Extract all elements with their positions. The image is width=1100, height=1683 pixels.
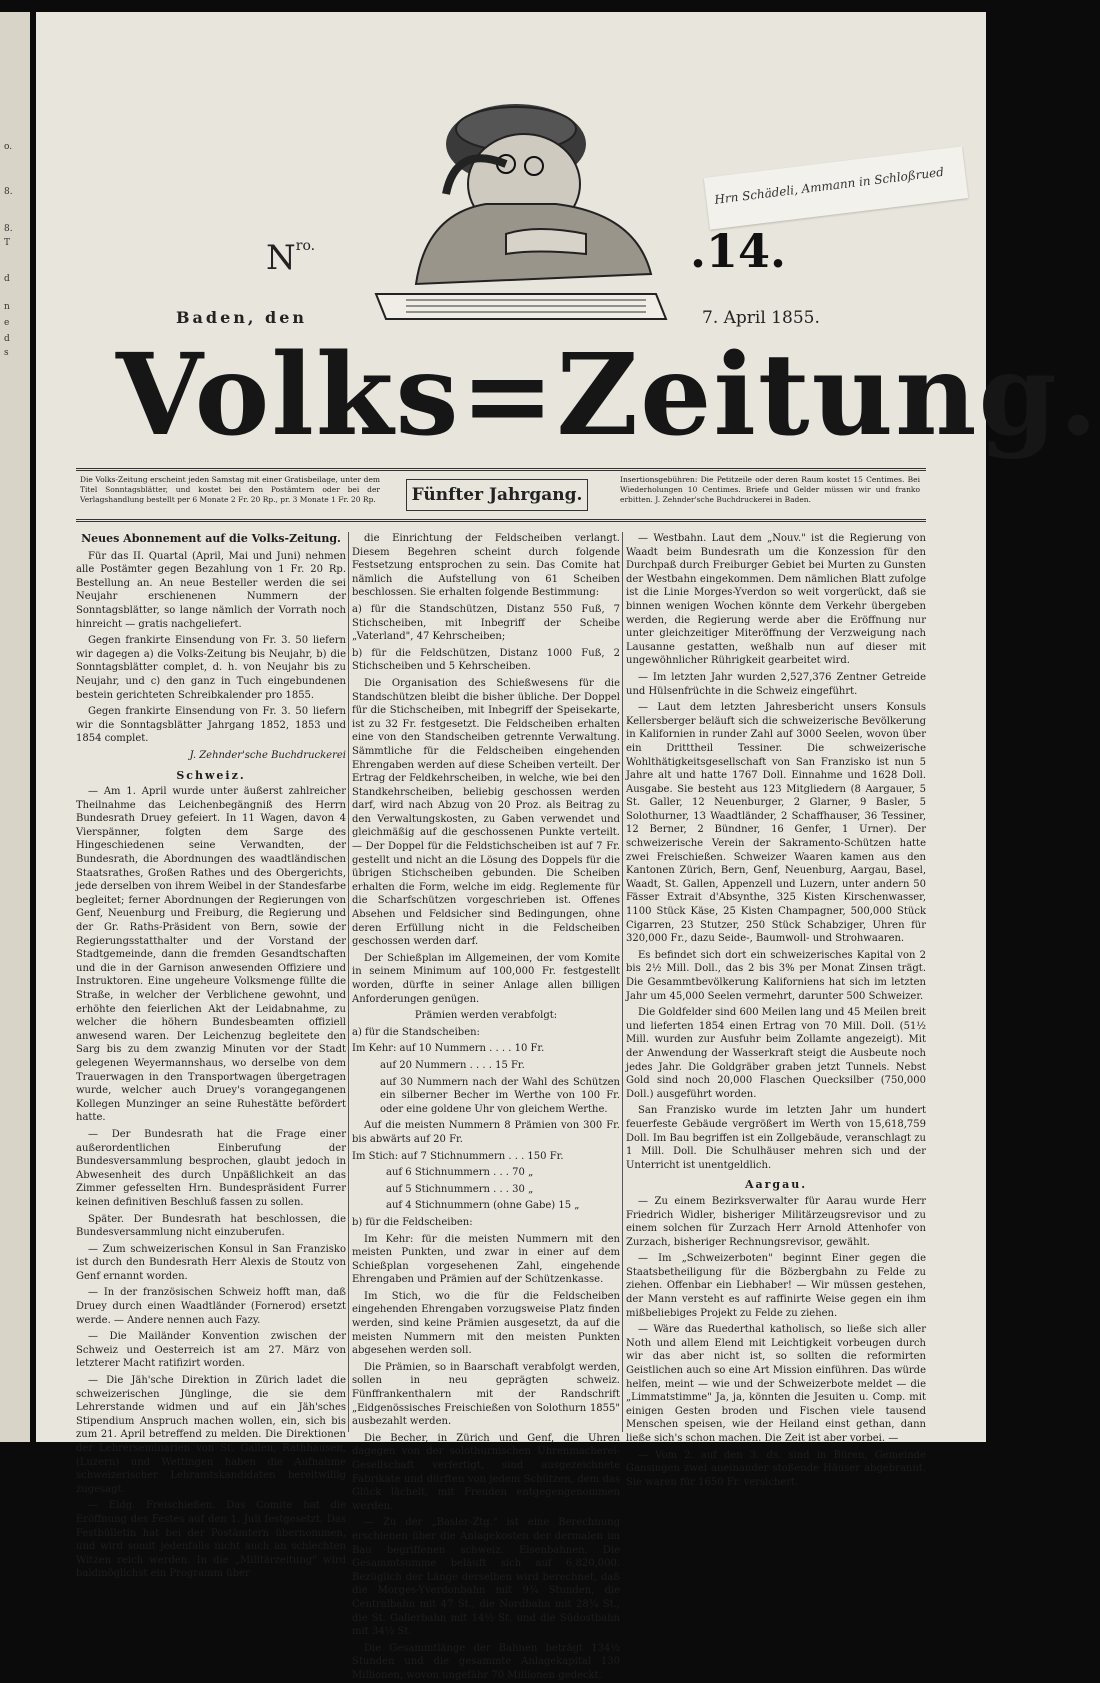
section-heading: Aargau.	[744, 1178, 808, 1192]
insertion-info: Insertionsgebühren: Die Petitzeile oder deren Raum kostet 15 Centimes. Bei Wiederholungen 10 Centimes. Briefe und Gelder müssen wir und franko erbitten. J. Zehnder'sche Buchdruckerei in Baden.	[620, 475, 920, 504]
paragraph: Die Prämien, so in Baarschaft verabfolgt werden, sollen in neu geprägten schweiz. Fünffrankenthalern mit der Randschrift „Eidgenössisches Freischießen von Solothurn 1855" ausbezahlt werden.	[352, 1361, 620, 1428]
paragraph: — In der französischen Schweiz hofft man, daß Druey durch einen Waadtländer (Fornerod) ersetzt werde. — Andere nennen auch Fazy.	[76, 1287, 346, 1326]
info-bar	[76, 468, 926, 522]
paragraph: Im Kehr: für die meisten Nummern mit den meisten Punkten, und zwar in einer auf dem Schießplan vorgesehenen Zahl, eingehende Ehrengaben und Prämien auf der Schützenkasse.	[352, 1233, 620, 1286]
handwritten-note: Hrn Schädeli, Ammann in Schloßrued	[713, 164, 945, 207]
column-1	[76, 532, 346, 1580]
paragraph: — Westbahn. Laut dem „Nouv." ist die Regierung von Waadt beim Bundesrath um die Konzession für den Durchpaß durch Freiburger Gebiet bei Murten zu Gunsten der Westbahn eingekommen. Dem nämlichen Blatt zufolge ist die Linie Morges-Yverdon so weit vorgerückt, daß sie binnen wenigen Wochen könnte dem Verkehr übergeben werden, die Regierung werde aber die Eröffnung nur unter gleichzeitiger Miteröffnung der Verzweigung nach Lausanne gestatten, weßhalb nun auf dieser mit ungewöhnlicher Rührigkeit gearbeitet wird.	[626, 533, 926, 667]
column-3	[626, 532, 926, 1488]
gutter-mark: o.	[4, 142, 13, 152]
gutter-mark: s	[4, 348, 9, 358]
subscription-heading: Neues Abonnement auf die Volks-Zeitung.	[81, 532, 341, 545]
paragraph: Für das II. Quartal (April, Mai und Juni) nehmen alle Postämter gegen Bezahlung von 1 Fr. 20 Rp. Bestellung an. An neue Besteller werden die sei Neujahr erschienenen Nummern der Sonntagsblätter, so lange nämlich der Vorrath noch hinreicht — gratis nachgeliefert.	[76, 550, 346, 630]
reader-illustration	[356, 84, 676, 324]
publisher-signature: J. Zehnder'sche Buchdruckerei	[189, 749, 346, 761]
place-line: Baden, den	[176, 308, 308, 327]
paragraph: — Laut dem letzten Jahresbericht unsers Konsuls Kellersberger beläuft sich die schweizerische Bevölkerung in Kalifornien in runder Zahl auf 3000 Seelen, wovon über ein Dritttheil Tessiner. Die schweizerische Wohlthätigkeitsgesellschaft von San Franzisko ist nun 5 Jahre alt und hatte 1767 Doll. Einnahme und 1628 Doll. Ausgabe. Sie besteht aus 123 Mitgliedern (8 Aargauer, 5 St. Galler, 12 Neuenburger, 2 Glarner, 9 Basler, 5 Solothurner, 13 Waadtländer, 2 Schaffhauser, 36 Tessiner, 12 Berner, 2 Bündner, 16 Genfer, 1 Urner). Der schweizerische Verein der Sakramento-Schützen hatte zwei Freischießen. Schweizer Waaren kamen aus den Kantonen Zürich, Bern, Genf, Neuenburg, Aargau, Basel, Waadt, St. Gallen, Appenzell und Luzern, unter andern 50 Fässer Extrait d'Absynthe, 325 Kisten Kirschenwasser, 1100 Stück Käse, 25 Kisten Champagner, 500,000 Stück Cigarren, 23 Stutzer, 250 Stück Schabziger, Uhren für 320,000 Fr., dazu Seide-, Baumwoll- und Strohwaaren.	[626, 702, 926, 945]
gutter-mark: d	[4, 274, 10, 284]
paragraph: — Zu der „Basler-Ztg." ist eine Berechnung erschienen über die Anlagekosten der dermalen im Bau begriffenen schweiz. Eisenbahnen. Die Gesammtsumme beläuft sich auf 6,820,000. Bezüglich der Länge derselben wird berechnet, daß die Morges-Yverdonbahn mit 9¾ Stunden, die Centralbahn mit 47 St., die Nordbahn mit 28¾ St., die St. Gallerbahn mit 14½ St. und die Südostbahn mit 34½ St.	[352, 1517, 620, 1638]
column-rule	[348, 532, 349, 1432]
prize-line: auf 30 Nummern nach der Wahl des Schützen ein silberner Becher im Werthe von 100 Fr. oder eine goldene Uhr von gleichem Werthe.	[380, 1076, 620, 1115]
list-item: a) für die Standschützen, Distanz 550 Fuß, 7 Stichscheiben, mit Inbegriff der Scheibe „Vaterland", 47 Kehrscheiben;	[352, 603, 620, 643]
paragraph: Im Stich, wo die für die Feldscheiben eingehenden Ehrengaben vorzugsweise Platz finden werden, sind keine Prämien ausgesetzt, da auf die meisten Nummern mit den meisten Punkten abgesehen werden soll.	[352, 1290, 620, 1357]
prize-line: auf 5 Stichnummern . . . 30 „	[386, 1183, 534, 1195]
column-rule	[622, 532, 623, 1432]
left-gutter	[0, 12, 30, 1442]
paragraph: — Zum schweizerischen Konsul in San Franzisko ist durch den Bundesrath Herr Alexis de Stoutz von Genf ernannt worden.	[76, 1243, 346, 1282]
gutter-mark: T	[4, 238, 11, 248]
issue-number: .14.	[690, 224, 787, 278]
prize-line: Im Kehr: auf 10 Nummern . . . . 10 Fr.	[352, 1043, 545, 1055]
subheading: Prämien werden verabfolgt:	[414, 1010, 558, 1022]
paragraph: die Einrichtung der Feldscheiben verlangt. Diesem Begehren scheint durch folgende Festsetzung entsprochen zu sein. Das Comite hat nämlich die Aufstellung von 61 Scheiben beschlossen. Sie erhalten folgende Bestimmung:	[352, 533, 620, 599]
gutter-mark: 8.	[4, 187, 13, 197]
prize-line: auf 4 Stichnummern (ohne Gabe) 15 „	[386, 1200, 580, 1212]
paragraph: Die Organisation des Schießwesens für die Standschützen bleibt die bisher übliche. Der Doppel für die Stichscheiben, mit Inbegriff der Speisekarte, ist zu 32 Fr. festgesetzt. Die Feldscheiben erhalten eine von den Standscheiben getrennte Verwaltung. Sämmtliche für die Feldscheiben eingehenden Ehrengaben werden auf diese Scheiben verteilt. Der Ertrag der Feldkehrscheiben, in welche, wie bei den Standkehrscheiben, beliebig geschossen werden darf, wird nach Abzug von 20 Proz. als Beitrag zu den Verwaltungskosten, zu Gaben verwendet und gleichmäßig auf die geschossenen Punkte verteilt. — Der Doppel für die Feldstichscheiben ist auf 7 Fr. gestellt und nicht an die Lösung des Doppels für die übrigen Stichscheiben gebunden. Die Scheiben erhalten die Form, welche im eidg. Reglemente für die Scharfschützen vorgeschrieben ist. Offenes Absehen und Feldsicher sind Bedingungen, ohne deren Erfüllung nicht in die Feldscheiben geschossen werden darf.	[352, 677, 620, 948]
paragraph: — Am 1. April wurde unter äußerst zahlreicher Theilnahme das Leichenbegängniß des Herrn Bundesrath Druey gefeiert. In 11 Wagen, davon 4 Vierspänner, folgten dem Sarge des Hingeschiedenen seine Verwandten, der Bundesrath, die Abordnungen des waadtländischen Staatsrathes, Großen Rathes und des Obergerichts, jede derselben von ihrem Weibel in der Standesfarbe begleitet; ferner Abordnungen der Regierungen von Genf, Neuenburg und Freiburg, die Regierung und der Gr. Raths-Präsident von Bern, sowie der Regierungsstatthalter und der Vorstand der Stadtgemeinde, dann die fremden Gesandtschaften und die in der Garnison anwesenden Offiziere und Instruktoren. Eine ungeheure Volksmenge füllte die Straße, in welcher der Verblichene gewohnt, und erhöhte den feierlichen Akt der Leidabnahme, zu welcher die höhern Bundesbeamten offiziell anwesend waren. Der Leichenzug begleitete den Sarg bis zu dem zwanzig Minuten vor der Stadt gelegenen Weyermannshaus, wo derselbe von dem Trauerwagen in den Transportwagen übergetragen wurde, welcher auch Druey's vorangegangenen Kollegen Munzinger an seine Ruhestätte befördert hatte.	[76, 786, 346, 1124]
gutter-mark: e	[4, 318, 10, 328]
column-2	[352, 532, 620, 1681]
address-label	[704, 146, 968, 229]
number-label: $N^{ro.}$	[266, 238, 316, 278]
prize-line: auf 6 Stichnummern . . . 70 „	[386, 1167, 534, 1179]
paragraph: — Vom 2. auf den 3. ds. sind in Büren, Gemeinde Gansingen zwei aneinander stoßende Häuser abgebrannt. Sie waren für 1650 Fr. versichert.	[626, 1449, 926, 1488]
paragraph: — Wäre das Ruederthal katholisch, so ließe sich aller Noth und allem Elend mit Leichtigkeit vorbeugen durch wir das aber nicht ist, so sollten die reformirten Geistlichen auch so eine Art Mission einführen. Das würde helfen, meint — wie und der Schweizerbote meldet — die „Limmatstimme" Ja, ja, könnten die Jesuiten u. Comp. mit einigen Gesten broden und Fischen viele tausend Menschen speisen, wie der Heiland einst gethan, dann ließe sich's schon machen. Die Zeit ist aber vorbei. —	[626, 1324, 926, 1444]
paragraph: — Im „Schweizerboten" beginnt Einer gegen die Staatsbetheiligung für die Bözbergbahn zu Felde zu ziehen. Offenbar ein Liebhaber! — Wir müssen gestehen, der Mann versteht es auf raffinirte Weise gegen ein ihm mißbeliebiges Projekt zu Felde zu ziehen.	[626, 1253, 926, 1319]
list-item: b) für die Feldschützen, Distanz 1000 Fuß, 2 Stichscheiben und 5 Kehrscheiben.	[352, 647, 620, 673]
subscription-info: Die Volks-Zeitung erscheint jeden Samstag mit einer Gratisbeilage, unter dem Titel Sonntagsblätter, und kostet bei den Postämtern oder bei der Verlagshandlung bestellt per 6 Monate 2 Fr. 20 Rp., pr. 3 Monate 1 Fr. 20 Rp.	[80, 475, 380, 504]
paragraph: — Zu einem Bezirksverwalter für Aarau wurde Herr Friedrich Widler, bisheriger Militärzeugsrevisor und zu einem solchen für Zurzach Herr Arnold Attenhofer von Zurzach, bisheriger Rechnungsrevisor, gewählt.	[626, 1195, 926, 1248]
subheading: b) für die Feldscheiben:	[352, 1216, 473, 1228]
gutter-mark: n	[4, 302, 10, 312]
issue-date: 7. April 1855.	[702, 308, 820, 328]
prize-line: auf 20 Nummern . . . . 15 Fr.	[380, 1059, 525, 1071]
section-heading: Schweiz.	[176, 768, 246, 782]
prize-line: Im Stich: auf 7 Stichnummern . . . 150 Fr.	[352, 1150, 564, 1162]
paragraph: Später. Der Bundesrath hat beschlossen, die Bundesversammlung nicht einzuberufen.	[76, 1213, 346, 1239]
newspaper-title: Volks=Zeitung.	[116, 330, 1100, 461]
gutter-mark: 8.	[4, 224, 13, 234]
paragraph: Der Schießplan im Allgemeinen, der vom Komite in seinem Minimum auf 100,000 Fr. festgestellt worden, dürfte in seiner Anlage allen billigen Anforderungen genügen.	[352, 952, 620, 1005]
paragraph: — Eidg. Freischießen. Das Comite hat die Eröffnung des Festes auf den 1. Juli festgesetzt. Das Festbülletin hat bei der Postämtern übernommen, und wird somit jedenfalls nicht auch an schlechten Witzen reich werden. In die „Militärzeitung" wird baldmöglichst ein Programm über	[76, 1500, 346, 1580]
paragraph: San Franzisko wurde im letzten Jahr um hundert feuerfeste Gebäude vergrößert im Werth von 15,618,759 Doll. Im Bau begriffen ist ein Zollgebäude, veranschlagt zu 1 Mill. Doll. Die Schulhäuser mehren sich und der Unterricht ist unentgeldlich.	[626, 1105, 926, 1171]
paragraph: Auf die meisten Nummern 8 Prämien von 300 Fr. bis abwärts auf 20 Fr.	[352, 1120, 620, 1145]
newspaper-page	[36, 12, 1100, 1681]
paragraph: Die Becher, in Zürich und Genf, die Uhren dagegen von der solothurnischen Uhrenmacherei-Gesellschaft verfertigt, sind ausgezeichnete Fabrikate und dürften von jedem Schützen, dem das Glück lächelt, mit Freuden entgegengenommen werden.	[352, 1432, 620, 1512]
volume-box: Fünfter Jahrgang.	[406, 479, 588, 511]
paragraph: Gegen frankirte Einsendung von Fr. 3. 50 liefern wir dagegen a) die Volks-Zeitung bis Neujahr, b) die Sonntagsblätter complet, d. h. von Neujahr bis zu Neujahr, und c) den ganz in Tuch eingebundenen bestein gerichteten Schreibkalender pro 1855.	[76, 635, 346, 701]
paragraph: — Die Mailänder Konvention zwischen der Schweiz und Oesterreich ist am 27. März von letzterer Macht ratifizirt worden.	[76, 1331, 346, 1370]
paragraph: Die Goldfelder sind 600 Meilen lang und 45 Meilen breit und lieferten 1854 einen Ertrag von 70 Mill. Doll. (51½ Mill. wurden zur Ausfuhr beim Zollamte angezeigt). Mit der Anwendung der Wasserkraft steigt die Ausbeute noch jedes Jahr. Die Goldgräber graben jetzt Tunnels. Nebst Gold sind noch 20,000 Flaschen Quecksilber (750,000 Doll.) ausgeführt worden.	[626, 1007, 926, 1100]
paragraph: — Die Jäh'sche Direktion in Zürich ladet die schweizerischen Jünglinge, die sie dem Lehrerstande widmen und auf ein Jäh'sches Stipendium Anspruch machen wollen, ein, sich bis zum 21. April betreffend zu melden. Die Direktionen der Lehrerseminarien von St. Gallen, Rathhausen, (Luzern) und Wettingen haben die Aufnahme schweizerischer Lehramtskandidaten bereitwillig zugesagt.	[76, 1375, 346, 1495]
paragraph: Es befindet sich dort ein schweizerisches Kapital von 2 bis 2½ Mill. Doll., das 2 bis 3% per Monat Zinsen trägt. Die Gesammtbevölkerung Kaliforniens hat sich im letzten Jahr um 45,000 Seelen vermehrt, darunter 500 Schweizer.	[626, 949, 926, 1002]
paragraph: Die Gesammtlänge der Bahnen beträgt 134½ Stunden und die gesammte Anlagekapital 130 Millionen, wovon ungefähr 70 Millionen gedeckt.	[352, 1642, 620, 1681]
paragraph: Gegen frankirte Einsendung von Fr. 3. 50 liefern wir die Sonntagsblätter Jahrgang 1852, 1853 und 1854 complet.	[76, 706, 346, 745]
paragraph: — Der Bundesrath hat die Frage einer außerordentlichen Einberufung der Bundesversammlung besprochen, glaubt jedoch in Abwesenheit des durch Unpäßlichkeit an das Zimmer gefesselten Hrn. Bundespräsident Furrer keinen definitiven Beschluß fassen zu sollen.	[76, 1128, 346, 1208]
paragraph: — Im letzten Jahr wurden 2,527,376 Zentner Getreide und Hülsenfrüchte in die Schweiz eingeführt.	[626, 671, 926, 697]
subheading: a) für die Standscheiben:	[352, 1026, 480, 1038]
gutter-mark: d	[4, 334, 10, 344]
